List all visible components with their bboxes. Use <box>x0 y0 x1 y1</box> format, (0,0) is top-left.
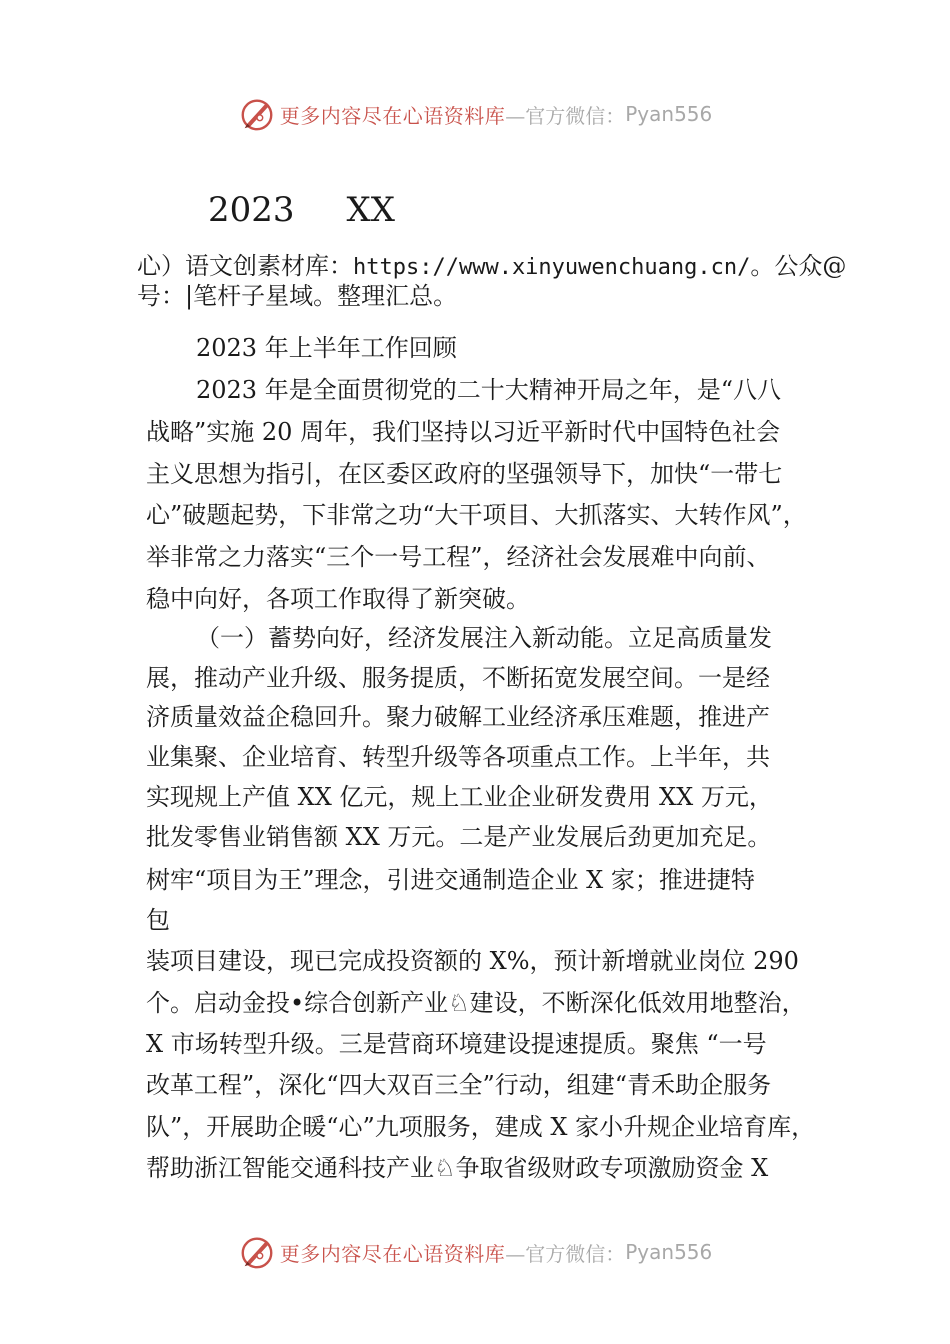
paragraph-line: 心”破题起势，下非常之功“大干项目、大抓落实、大转作风”， <box>146 501 807 529</box>
banner-text: 更多内容尽在心语资料库 <box>279 1241 506 1266</box>
source-line-2: 号：|笔杆子星域。整理汇总。 <box>137 282 458 310</box>
title-year: 2023 <box>208 190 295 230</box>
paragraph-line: 包 <box>146 906 170 934</box>
paragraph-line: 2023 年是全面贯彻党的二十大精神开局之年，是“八八 <box>196 376 781 404</box>
document-title <box>208 190 395 230</box>
paragraph-line: 举非常之力落实“三个一号工程”，经济社会发展难中向前、 <box>146 543 771 571</box>
paragraph-line: 战略”实施 20 周年，我们坚持以习近平新时代中国特色社会 <box>146 418 781 446</box>
paragraph-line: 队”，开展助企暖“心”九项服务，建成 X 家小升规企业培育库， <box>146 1113 816 1141</box>
paragraph-line: 济质量效益企稳回升。聚力破解工业经济承压难题，推进产 <box>146 703 770 731</box>
footer-banner <box>0 1230 950 1274</box>
source-prefix: 心）语文创素材库： <box>137 252 353 280</box>
pen-logo-icon <box>238 95 276 133</box>
paragraph-line: 个。启动金投•综合创新产业♘建设，不断深化低效用地整治， <box>146 989 806 1017</box>
paragraph-line: 改革工程”，深化“四大双百三全”行动，组建“青禾助企服务 <box>146 1071 772 1099</box>
pen-logo-icon <box>238 1233 276 1271</box>
paragraph-line: 稳中向好，各项工作取得了新突破。 <box>146 585 530 613</box>
paragraph-line: 实现规上产值 XX 亿元，规上工业企业研发费用 XX 万元， <box>146 783 773 811</box>
paragraph-line: 装项目建设，现已完成投资额的 X%，预计新增就业岗位 290 <box>146 947 799 975</box>
source-url[interactable]: https://www.xinyuwenchuang.cn/ <box>353 255 751 280</box>
paragraph-line: 展，推动产业升级、服务提质，不断拓宽发展空间。一是经 <box>146 664 770 692</box>
banner-wechat-label: —官方微信： <box>505 103 626 128</box>
banner-wechat-label: —官方微信： <box>505 1241 626 1266</box>
paragraph-line: 主义思想为指引，在区委区政府的坚强领导下，加快“一带七 <box>146 460 783 488</box>
paragraph-line: 树牢“项目为王”理念，引进交通制造企业 X 家；推进捷特 <box>146 866 755 894</box>
source-line-1 <box>137 254 846 279</box>
paragraph-line: 业集聚、企业培育、转型升级等各项重点工作。上半年，共 <box>146 743 770 771</box>
banner-wechat-id: Pyan556 <box>625 102 713 126</box>
source-suffix: 。公众@ <box>750 252 847 280</box>
paragraph-line: （一）蓄势向好，经济发展注入新动能。立足高质量发 <box>196 624 772 652</box>
section-heading: 2023 年上半年工作回顾 <box>196 334 457 362</box>
paragraph-line: 帮助浙江智能交通科技产业♘争取省级财政专项激励资金 X <box>146 1154 769 1182</box>
paragraph-line: 批发零售业销售额 XX 万元。二是产业发展后劲更加充足。 <box>146 823 772 851</box>
paragraph-line: X 市场转型升级。三是营商环境建设提速提质。聚焦 “一号 <box>146 1030 767 1058</box>
banner-wechat-id: Pyan556 <box>625 1240 713 1264</box>
header-banner <box>0 92 950 136</box>
title-name: XX <box>346 190 395 230</box>
banner-text: 更多内容尽在心语资料库 <box>279 103 506 128</box>
